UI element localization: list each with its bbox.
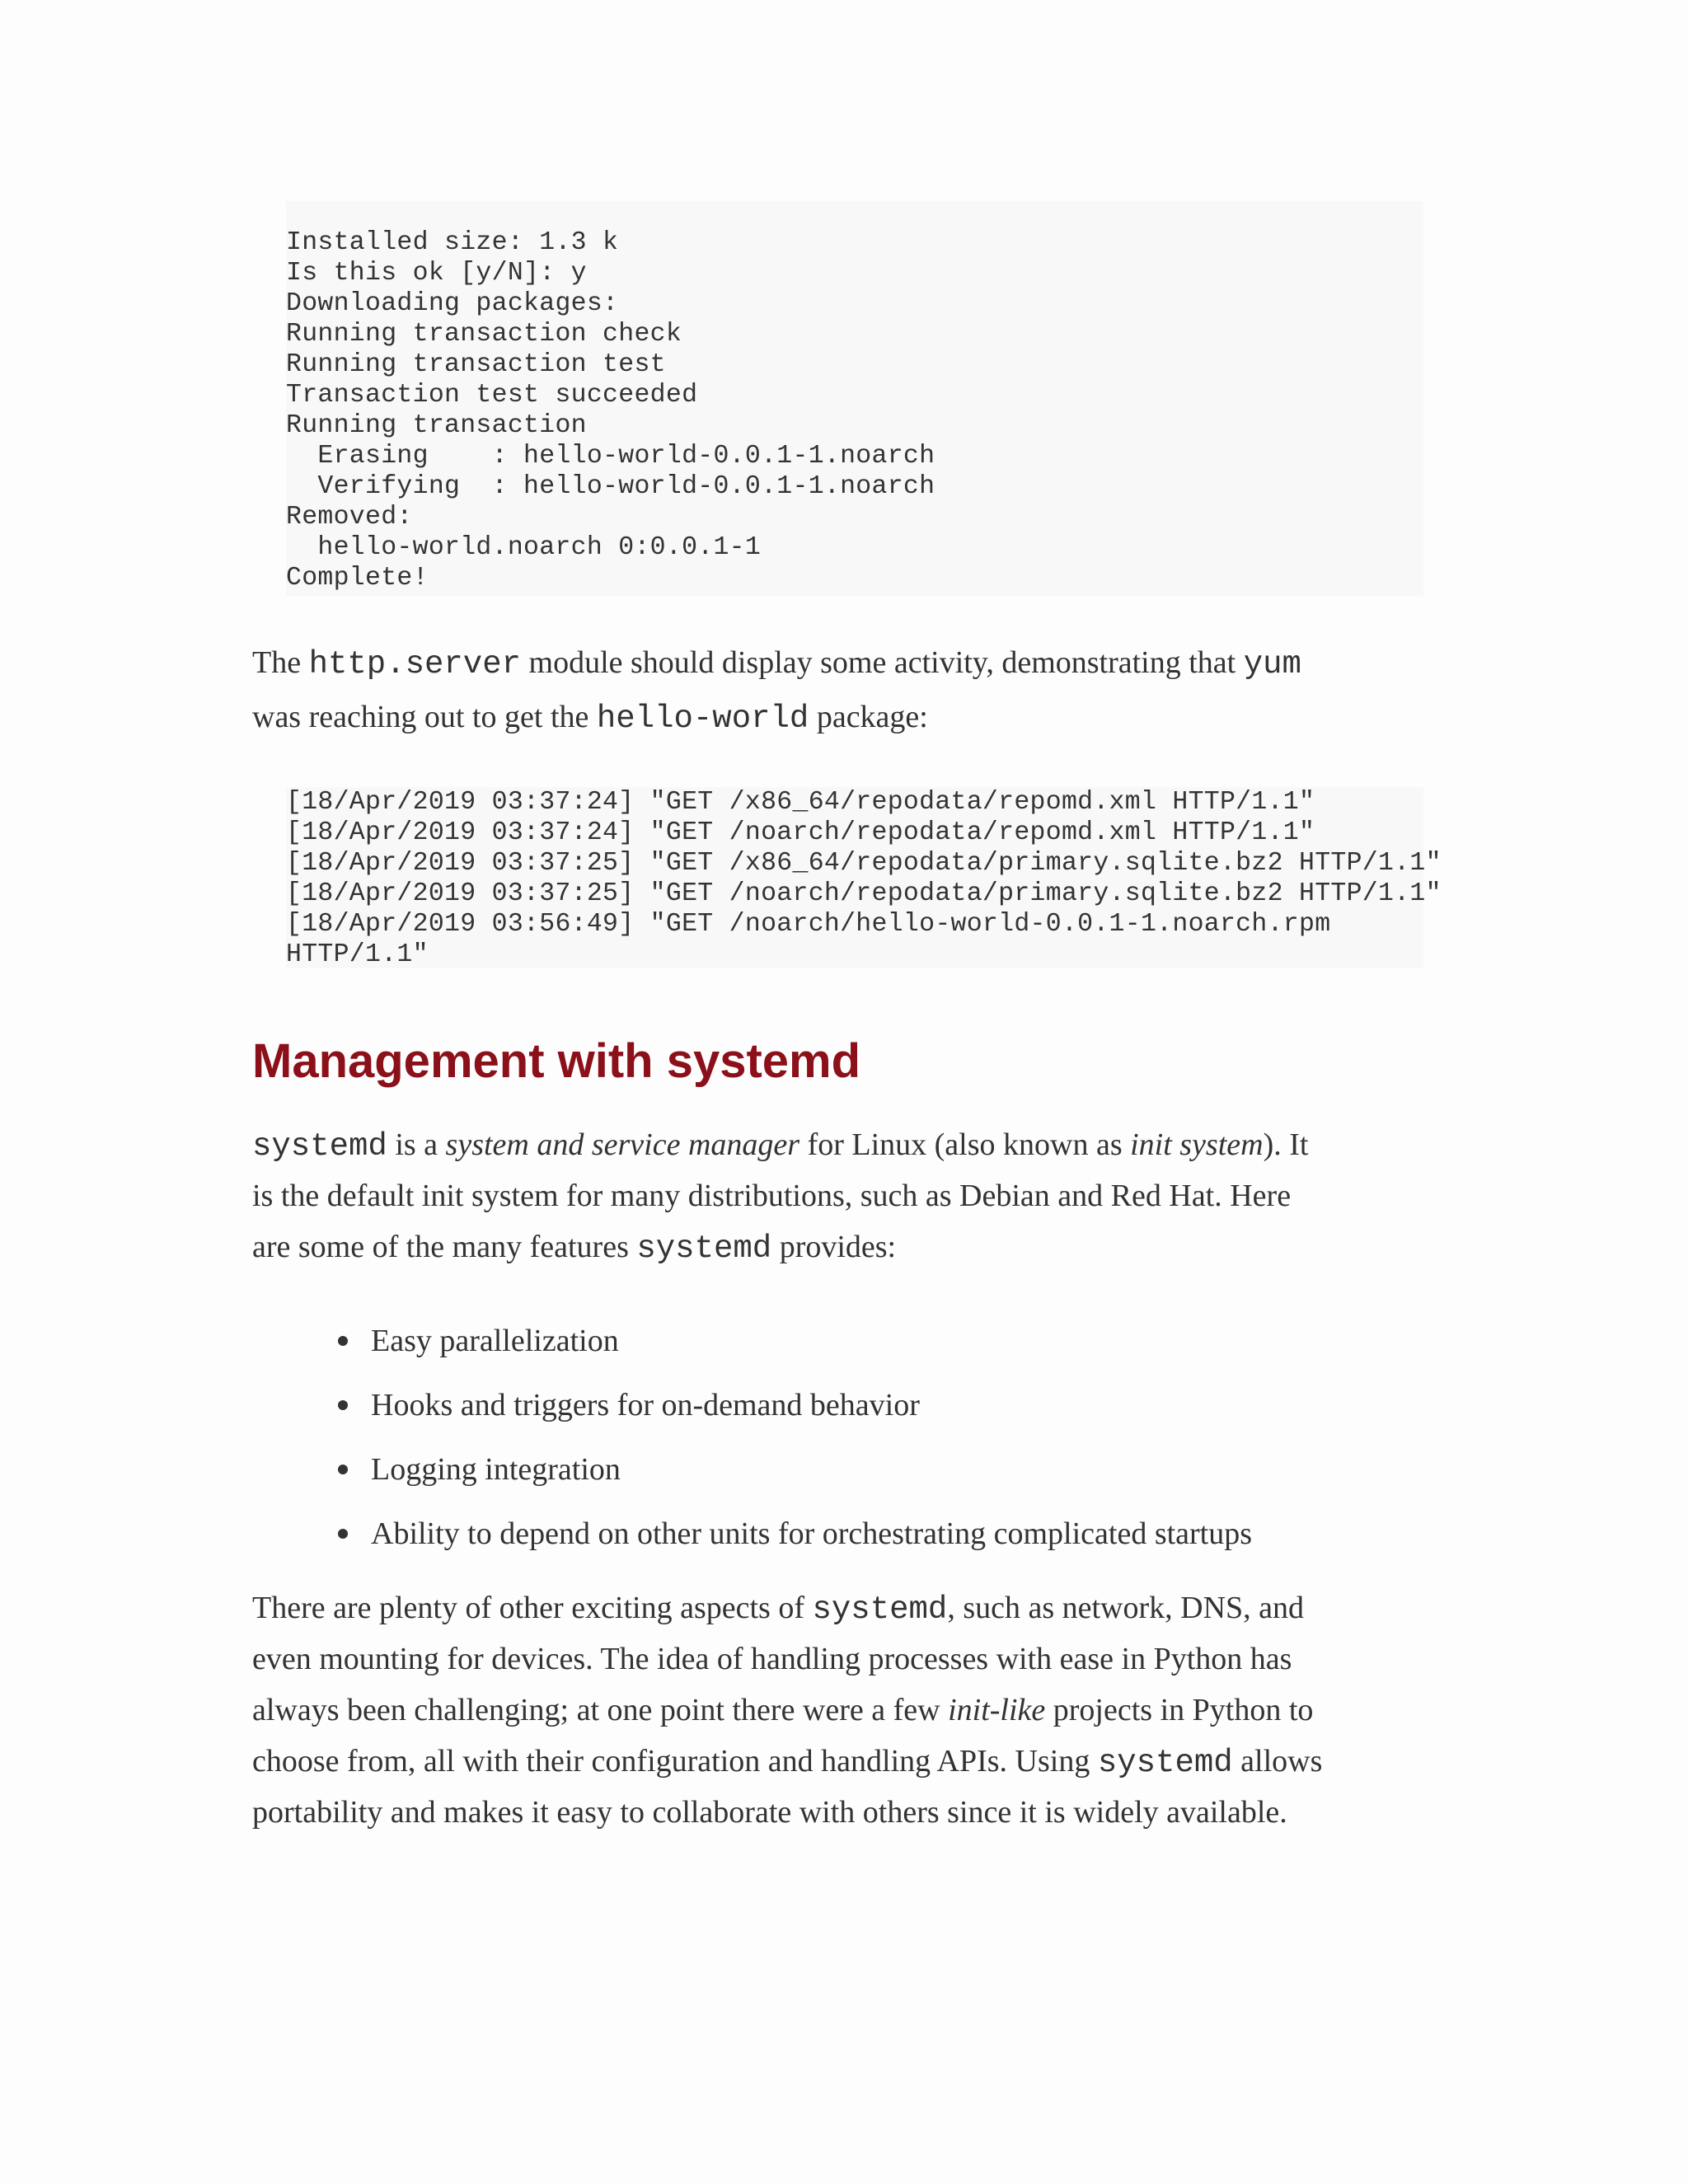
text: is a <box>387 1127 446 1162</box>
code-block-yum-output <box>286 201 1423 597</box>
inline-code: systemd <box>812 1591 948 1628</box>
paragraph-systemd-aspects <box>252 1582 1423 1838</box>
list-item <box>252 1509 1423 1573</box>
text: projects in Python to <box>1045 1693 1314 1727</box>
text: for Linux (also known as <box>799 1127 1131 1162</box>
emphasis: init system <box>1130 1127 1264 1162</box>
code-line: [18/Apr/2019 03:56:49] "GET /noarch/hello-world-0.0.1-1.noarch.rpm <box>286 910 1331 939</box>
list-item <box>252 1445 1423 1509</box>
text: module should display some activity, demonstrating that <box>521 645 1244 680</box>
code-line: Removed: <box>286 503 413 532</box>
inline-code: systemd <box>252 1128 387 1165</box>
section-heading: Management with systemd <box>252 1034 861 1088</box>
text: is the default init system for many distributions, such as Debian and Red Hat. Here <box>252 1179 1292 1213</box>
code-line: Running transaction test <box>286 350 666 379</box>
bullet-icon <box>338 1400 348 1410</box>
code-line: hello-world.noarch 0:0.0.1-1 <box>286 533 762 562</box>
code-line: Transaction test succeeded <box>286 381 698 410</box>
paragraph-systemd-intro <box>252 1119 1423 1272</box>
text: allows <box>1232 1744 1323 1779</box>
inline-code: hello-world <box>596 701 809 737</box>
text: choose from, all with their configuration and handling APIs. Using <box>252 1744 1098 1779</box>
code-line: Verifying : hello-world-0.0.1-1.noarch <box>286 472 935 501</box>
list-item-text: Ability to depend on other units for orchestrating complicated startups <box>371 1516 1253 1551</box>
inline-code: yum <box>1243 646 1301 682</box>
bullet-icon <box>338 1529 348 1539</box>
code-line: Installed size: 1.3 k <box>286 228 619 257</box>
text: even mounting for devices. The idea of handling processes with ease in Python has <box>252 1642 1292 1676</box>
list-item-text: Logging integration <box>371 1452 621 1487</box>
emphasis: init-like <box>948 1693 1046 1727</box>
code-line: Downloading packages: <box>286 289 619 318</box>
text: always been challenging; at one point there were a few <box>252 1693 949 1727</box>
text: was reaching out to get the <box>252 700 597 734</box>
feature-list <box>252 1316 1423 1573</box>
code-line: [18/Apr/2019 03:37:25] "GET /x86_64/repodata/primary.sqlite.bz2 HTTP/1.1" <box>286 849 1442 878</box>
code-line: [18/Apr/2019 03:37:25] "GET /noarch/repodata/primary.sqlite.bz2 HTTP/1.1" <box>286 879 1442 908</box>
inline-code: systemd <box>1097 1745 1233 1781</box>
bullet-icon <box>338 1465 348 1474</box>
code-block-http-log <box>286 787 1442 969</box>
code-line: Complete! <box>286 564 429 593</box>
bullet-icon <box>338 1336 348 1346</box>
code-line: Is this ok [y/N]: y <box>286 259 587 288</box>
inline-code: http.server <box>308 646 522 682</box>
text: provides: <box>771 1230 897 1264</box>
code-line: [18/Apr/2019 03:37:24] "GET /x86_64/repodata/repomd.xml HTTP/1.1" <box>286 788 1315 817</box>
list-item <box>252 1380 1423 1445</box>
text: are some of the many features <box>252 1230 637 1264</box>
code-line: Running transaction check <box>286 320 682 349</box>
code-line: HTTP/1.1" <box>286 940 429 969</box>
code-line: Running transaction <box>286 411 587 440</box>
code-line: [18/Apr/2019 03:37:24] "GET /noarch/repodata/repomd.xml HTTP/1.1" <box>286 818 1315 847</box>
code-line: Erasing : hello-world-0.0.1-1.noarch <box>286 442 935 471</box>
text: package: <box>809 700 928 734</box>
inline-code: systemd <box>636 1230 772 1267</box>
emphasis: system and service manager <box>445 1127 800 1162</box>
list-item-text: Hooks and triggers for on-demand behavior <box>371 1388 920 1422</box>
list-item-text: Easy parallelization <box>371 1324 619 1358</box>
text: The <box>252 645 309 680</box>
paragraph-http-server <box>252 637 1423 743</box>
text: portability and makes it easy to collaborate with others since it is widely available. <box>252 1795 1287 1830</box>
text: , such as network, DNS, and <box>947 1591 1305 1625</box>
text: There are plenty of other exciting aspects of <box>252 1591 813 1625</box>
list-item <box>252 1316 1423 1380</box>
text: ). It <box>1263 1127 1309 1162</box>
